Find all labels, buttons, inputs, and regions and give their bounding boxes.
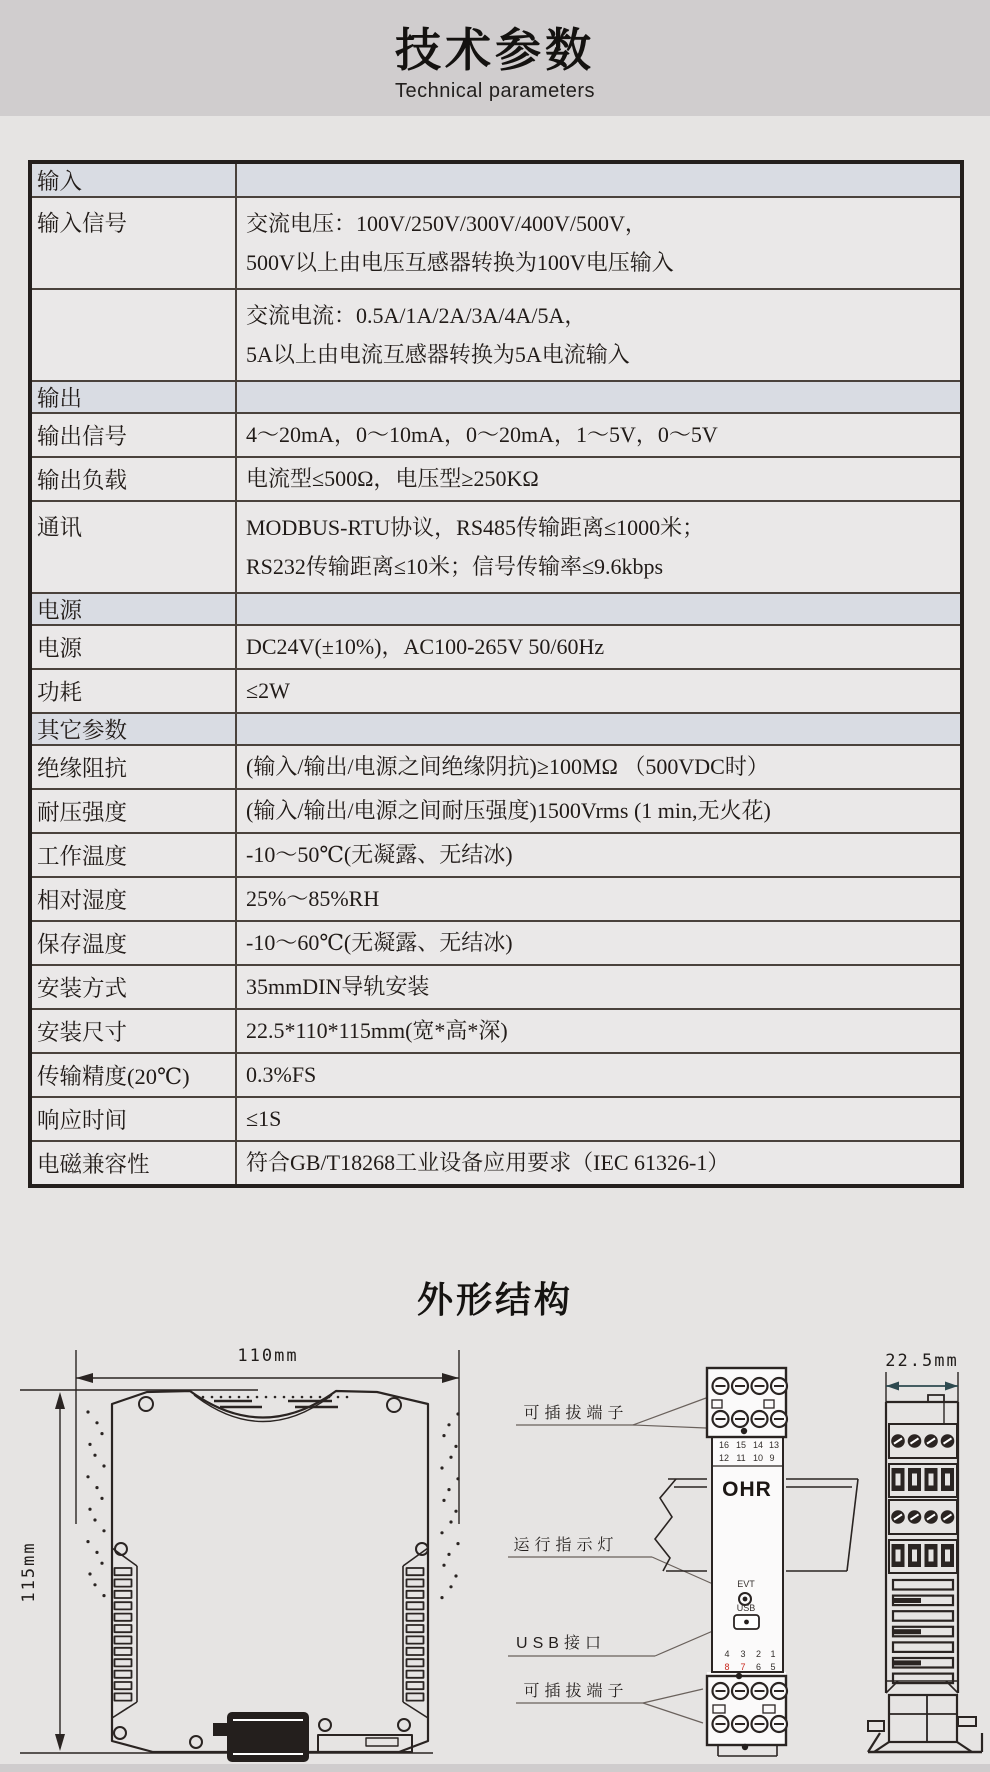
spec-row-value (237, 834, 960, 876)
terminal-number-red: 8 (724, 1662, 730, 1672)
dot (102, 1529, 105, 1532)
bottom-edge-strip (0, 1764, 990, 1772)
spec-item-row (32, 288, 960, 380)
terminal-number: 4 (724, 1649, 730, 1659)
spec-row-label: 相对湿度 (32, 878, 237, 920)
dot (456, 1542, 459, 1545)
spec-item-row (32, 412, 960, 456)
base-block (889, 1695, 957, 1742)
spec-row-value (237, 458, 960, 500)
dot (442, 1434, 445, 1437)
dot (265, 1396, 268, 1399)
dot (100, 1562, 103, 1565)
spec-value-line: 交流电压：100V/250V/300V/400V/500V， (246, 210, 647, 236)
arrowhead (886, 1382, 899, 1391)
spec-row-value (237, 966, 960, 1008)
spec-row-label: 耐压强度 (32, 790, 237, 832)
spec-section-row (32, 164, 960, 196)
spec-row-value (237, 1010, 960, 1052)
spec-item-row (32, 1008, 960, 1052)
spec-section-row (32, 712, 960, 744)
dot (86, 1410, 89, 1413)
spec-row-value (237, 922, 960, 964)
spec-row-value (237, 626, 960, 668)
vent-slot (115, 1659, 132, 1666)
callout-usb-port: USB接口 (516, 1635, 606, 1652)
vent-slot (407, 1693, 424, 1700)
arrowhead (76, 1373, 93, 1383)
spec-row-value (237, 290, 960, 380)
arrowhead (442, 1373, 459, 1383)
terminal-number: 2 (755, 1649, 762, 1659)
terminal-slot-hole (912, 1474, 917, 1486)
spec-row-label: 输入信号 (32, 198, 237, 288)
dot (454, 1574, 457, 1577)
dot (211, 1396, 214, 1399)
spec-row-label: 传输精度(20℃) (32, 1054, 237, 1096)
dot (292, 1396, 295, 1399)
terminal-number: 16 (718, 1440, 730, 1450)
screw-hole (319, 1719, 331, 1731)
spec-item-row (32, 624, 960, 668)
spec-value-line: ≤1S (246, 1106, 282, 1132)
spec-value-line: (输入/输出/电源之间绝缘阴抗)≥100MΩ （500VDC时） (246, 754, 769, 780)
spec-row-label: 其它参数 (32, 714, 237, 744)
vent-slot (115, 1591, 132, 1598)
dot (100, 1432, 103, 1435)
dot (102, 1464, 105, 1467)
vent-bar-fill (893, 1629, 921, 1634)
screw-hole (139, 1397, 153, 1411)
dot (86, 1475, 89, 1478)
spec-row-value (237, 746, 960, 788)
spec-item-row (32, 1140, 960, 1184)
terminal-number: 5 (770, 1662, 776, 1672)
dot (440, 1596, 443, 1599)
dot (454, 1445, 457, 1448)
spec-item-row (32, 744, 960, 788)
dot (202, 1396, 205, 1399)
callout-labels (508, 1398, 740, 1723)
usb-port-label: USB (736, 1603, 756, 1613)
dot (319, 1396, 322, 1399)
screw-hole (114, 1727, 126, 1739)
dot (447, 1553, 450, 1556)
vent-bar (893, 1642, 953, 1652)
spec-item-row (32, 1096, 960, 1140)
dot (93, 1583, 96, 1586)
depth-view-drawing (868, 1351, 982, 1752)
dot (440, 1466, 443, 1469)
dot (310, 1396, 313, 1399)
terminal-slot-hole (945, 1550, 950, 1562)
dot (456, 1477, 459, 1480)
vent-slot (407, 1648, 424, 1655)
page-title: 技术参数 (395, 24, 595, 76)
spec-row-value (237, 502, 960, 592)
dot (449, 1520, 452, 1523)
spec-value-line: -10～60℃(无凝露、无结冰) (246, 930, 513, 956)
dot (442, 1564, 445, 1567)
dot (301, 1396, 304, 1399)
spec-row-label: 安装尺寸 (32, 1010, 237, 1052)
callout-run-indicator: 运行指示灯 (513, 1537, 619, 1554)
dot (238, 1396, 241, 1399)
din-clip-tab (958, 1717, 976, 1726)
vent-slots-right (407, 1568, 424, 1701)
spec-value-line: 5A以上由电流互感器转换为5A电流输入 (246, 341, 630, 367)
terminal-number: 1 (770, 1649, 776, 1659)
spec-row-label: 输出信号 (32, 414, 237, 456)
dot (454, 1510, 457, 1513)
vent-slot (115, 1625, 132, 1632)
terminal-slot-hole (896, 1550, 901, 1562)
spec-table (28, 160, 964, 1188)
spec-value-line: 交流电流：0.5A/1A/2A/3A/4A/5A， (246, 302, 587, 328)
terminal-number: 14 (752, 1440, 764, 1450)
front-view-drawing (655, 1368, 858, 1756)
vent-slot (115, 1682, 132, 1689)
spec-row-label: 通讯 (32, 502, 237, 592)
screw-hole (115, 1543, 127, 1555)
spec-row-value (237, 790, 960, 832)
spec-item-row (32, 1052, 960, 1096)
callout-leader (643, 1689, 703, 1703)
dot (88, 1508, 91, 1511)
terminal-number: 15 (735, 1440, 747, 1450)
vent-slot (407, 1636, 424, 1643)
screw-hole (190, 1736, 202, 1748)
terminal-slot-hole (896, 1474, 901, 1486)
page-banner (0, 0, 990, 116)
evt-led-label: EVT (737, 1579, 755, 1589)
spec-value-line: DC24V(±10%)，AC100-265V 50/60Hz (246, 634, 605, 660)
dot (93, 1454, 96, 1457)
spec-value-line: RS232传输距离≤10米；信号传输率≤9.6kbps (246, 553, 664, 579)
dot (100, 1497, 103, 1500)
foot-flare (874, 1742, 889, 1752)
vent-slot (407, 1579, 424, 1586)
spec-value-line: 35mmDIN导轨安装 (246, 974, 430, 1000)
dot (449, 1585, 452, 1588)
terminal-slot-hole (912, 1550, 917, 1562)
dot (456, 1412, 459, 1415)
foot-flare (957, 1742, 972, 1752)
spec-item-row (32, 500, 960, 592)
spec-row-value (237, 382, 960, 412)
spec-row-label: 输出负载 (32, 458, 237, 500)
vent-slot (407, 1671, 424, 1678)
terminal-number: 11 (736, 1453, 746, 1463)
dot (442, 1499, 445, 1502)
spec-row-value (237, 1054, 960, 1096)
vent-slot (115, 1671, 132, 1678)
spec-row-value (237, 714, 960, 744)
spec-item-row (32, 668, 960, 712)
vent-slot (115, 1602, 132, 1609)
spec-row-value (237, 164, 960, 196)
callout-leader (633, 1425, 706, 1428)
callout-leader (643, 1703, 703, 1723)
spec-value-line: 0.3%FS (246, 1062, 317, 1088)
brand-logo: OHR (722, 1478, 772, 1501)
spec-value-line: MODBUS-RTU协议，RS485传输距离≤1000米； (246, 514, 705, 540)
dim-depth-label: 22.5mm (885, 1351, 959, 1371)
terminal-number: 3 (740, 1649, 746, 1659)
vent-slot (407, 1614, 424, 1621)
panel-chamfer (403, 1702, 428, 1718)
dot (440, 1531, 443, 1534)
spec-row-value (237, 670, 960, 712)
din-clip-tab (868, 1721, 884, 1731)
vent-slot (407, 1625, 424, 1632)
spec-value-line: 500V以上由电压互感器转换为100V电压输入 (246, 249, 674, 275)
dot (95, 1551, 98, 1554)
spec-row-label (32, 290, 237, 380)
spec-value-line: ≤2W (246, 678, 290, 704)
callout-terminals-bottom: 可插拔端子 (523, 1683, 629, 1700)
dot (337, 1396, 340, 1399)
depth-vent-ladder (893, 1580, 953, 1683)
dot (88, 1572, 91, 1575)
spec-row-label: 响应时间 (32, 1098, 237, 1140)
dot (220, 1396, 223, 1399)
dot (102, 1594, 105, 1597)
run-indicator-led-dot (743, 1597, 748, 1602)
arrowhead (945, 1382, 958, 1391)
spec-row-label: 安装方式 (32, 966, 237, 1008)
outline-drawings (0, 1340, 990, 1772)
phantom-terminal-dots-right (440, 1412, 459, 1599)
index-dot (742, 1744, 748, 1750)
spec-value-line: 电流型≤500Ω，电压型≥250KΩ (246, 466, 539, 492)
spec-section-row (32, 380, 960, 412)
spec-row-label: 功耗 (32, 670, 237, 712)
arrowhead (55, 1392, 65, 1409)
dot (447, 1423, 450, 1426)
spec-item-row (32, 876, 960, 920)
dot (283, 1396, 286, 1399)
spec-row-value (237, 414, 960, 456)
vent-slot (115, 1568, 132, 1575)
dot (449, 1456, 452, 1459)
spec-value-line: 4～20mA，0～10mA，0～20mA，1～5V，0～5V (246, 422, 718, 448)
connector-tab (213, 1723, 227, 1736)
spec-row-value (237, 594, 960, 624)
arrowhead (55, 1734, 65, 1751)
spec-item-row (32, 832, 960, 876)
dot (95, 1421, 98, 1424)
vent-slot (407, 1659, 424, 1666)
spec-item-row (32, 920, 960, 964)
spec-row-label: 电磁兼容性 (32, 1142, 237, 1184)
spec-row-label: 工作温度 (32, 834, 237, 876)
terminal-number: 13 (768, 1440, 780, 1450)
vent-bar (893, 1611, 953, 1621)
vent-slot (115, 1579, 132, 1586)
vent-slot (407, 1591, 424, 1598)
spec-row-value (237, 878, 960, 920)
vent-slot (115, 1614, 132, 1621)
dot (447, 1488, 450, 1491)
spec-item-row (32, 788, 960, 832)
spec-item-row (32, 196, 960, 288)
spec-item-row (32, 456, 960, 500)
dot (88, 1443, 91, 1446)
terminal-slot-hole (945, 1474, 950, 1486)
rail-break-line (655, 1479, 676, 1571)
screw-hole (398, 1719, 410, 1731)
vent-slots-left (115, 1568, 132, 1701)
spec-row-label: 输入 (32, 164, 237, 196)
outline-section-title: 外形结构 (416, 1279, 573, 1320)
dot (328, 1396, 331, 1399)
spec-row-label: 电源 (32, 594, 237, 624)
spec-row-label: 电源 (32, 626, 237, 668)
vent-slot (407, 1568, 424, 1575)
terminal-number: 12 (718, 1453, 730, 1463)
dot (95, 1486, 98, 1489)
index-dot (736, 1673, 742, 1679)
screw-hole (387, 1398, 401, 1412)
phantom-terminal-dots-left (86, 1410, 105, 1597)
spec-row-label: 输出 (32, 382, 237, 412)
dot (247, 1396, 250, 1399)
spec-row-label: 绝缘阻抗 (32, 746, 237, 788)
terminal-slot-hole (929, 1550, 934, 1562)
dot (346, 1396, 349, 1399)
vent-bar-fill (893, 1660, 921, 1665)
spec-row-value (237, 1098, 960, 1140)
spec-table-body (32, 164, 960, 1184)
vent-bar (893, 1580, 953, 1590)
spec-value-line: 符合GB/T18268工业设备应用要求（IEC 61326-1） (246, 1150, 730, 1176)
spec-row-value (237, 198, 960, 288)
spec-value-line: -10～50℃(无凝露、无结冰) (246, 842, 513, 868)
panel-chamfer (112, 1702, 137, 1718)
page-subtitle: Technical parameters (394, 80, 596, 102)
terminal-number: 6 (755, 1662, 762, 1672)
dot (256, 1396, 259, 1399)
vent-slot (407, 1682, 424, 1689)
spec-value-line: 22.5*110*115mm(宽*高*深) (246, 1018, 508, 1044)
dot (229, 1396, 232, 1399)
dot (93, 1518, 96, 1521)
spec-value-line: 25%～85%RH (246, 886, 380, 912)
usb-port-pin (744, 1620, 749, 1625)
terminal-number: 10 (752, 1453, 764, 1463)
spec-row-label: 保存温度 (32, 922, 237, 964)
vent-slot (115, 1648, 132, 1655)
rail-break-line (847, 1479, 858, 1571)
index-dot (741, 1428, 747, 1434)
dim-width-label: 110mm (237, 1346, 299, 1366)
vent-slot (115, 1693, 132, 1700)
module-outline (112, 1391, 428, 1752)
spec-value-line: (输入/输出/电源之间耐压强度)1500Vrms (1 min,无火花) (246, 798, 771, 824)
terminal-number: 9 (769, 1453, 775, 1463)
spec-section-row (32, 592, 960, 624)
callout-terminals-top: 可插拔端子 (523, 1405, 629, 1422)
vent-bar-fill (893, 1598, 921, 1603)
dim-height-label: 115mm (19, 1541, 39, 1603)
terminal-slot-hole (929, 1474, 934, 1486)
dot (86, 1540, 89, 1543)
spec-item-row (32, 964, 960, 1008)
din-rail-foot-notch (366, 1738, 398, 1746)
callout-leader (633, 1398, 706, 1425)
terminal-number-red: 7 (740, 1662, 746, 1672)
vent-slot (115, 1636, 132, 1643)
spec-row-value (237, 1142, 960, 1184)
side-view-drawing (19, 1346, 460, 1762)
vent-slot (407, 1602, 424, 1609)
dot (274, 1396, 277, 1399)
